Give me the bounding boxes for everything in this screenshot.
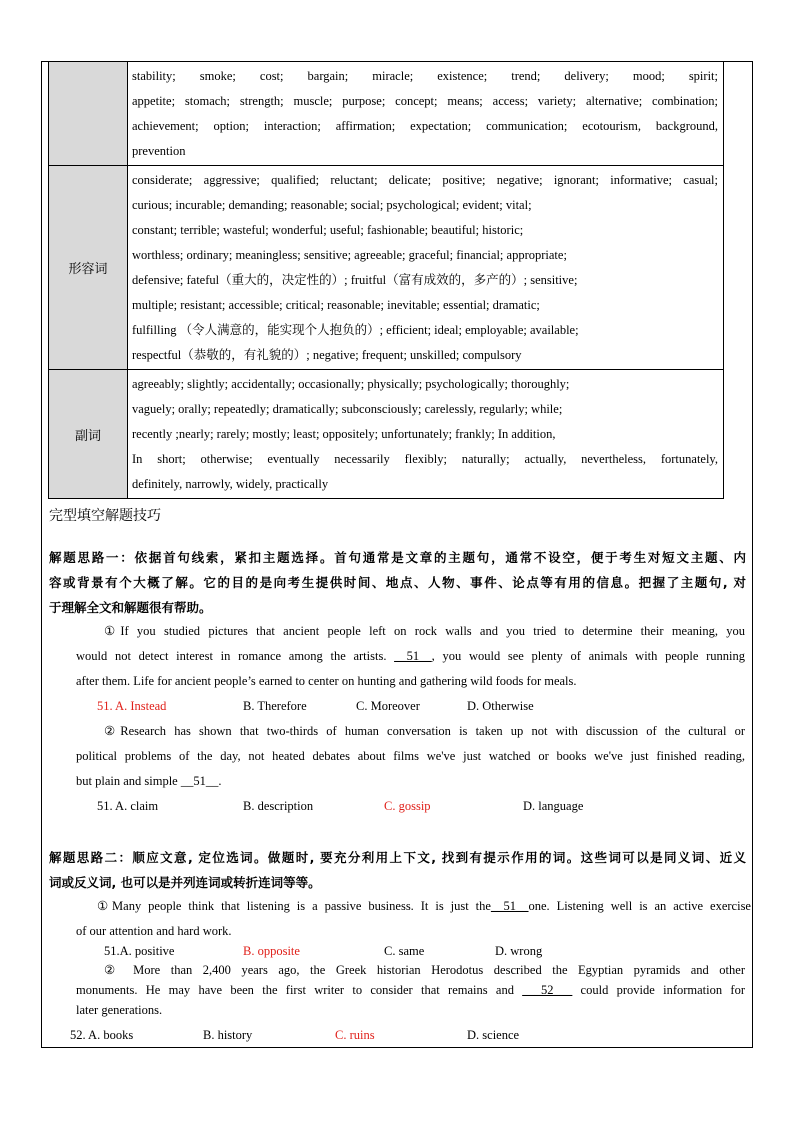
category-cell	[49, 62, 128, 166]
table-row	[49, 370, 724, 499]
word-line: appetite; stomach; strength; muscle; purpose; concept; means; access; variety; alternative; combination;	[132, 94, 718, 108]
blank: __51__	[490, 899, 529, 913]
word-line: worthless; ordinary; meaningless; sensitive; agreeable; graceful; financial; appropriate;	[132, 248, 567, 262]
word-line: vaguely; orally; repeatedly; dramatically; subconsciously; carelessly, regularly; while;	[132, 402, 563, 416]
option-d: D. Otherwise	[467, 699, 534, 713]
word-line: agreeably; slightly; accidentally; occasionally; physically; psychologically; thoroughly;	[132, 377, 570, 391]
option-a: 51.A. positive	[104, 944, 175, 958]
tip2-line: 词或反义词, 也可以是并列连词或转折连词等等。	[49, 875, 321, 890]
tip1-line: 于理解全文和解题很有帮助。	[49, 600, 212, 615]
example-text: after them. Life for ancient people’s earned to center on hunting and gathering wild foods for meals.	[76, 674, 577, 688]
example-text: of our attention and hard work.	[76, 924, 232, 938]
section-title: 完型填空解题技巧	[49, 508, 161, 524]
option-c: C. same	[384, 944, 425, 958]
example-text: would not detect interest in romance among the artists. __51__, you would see plenty of animals with people running	[76, 649, 745, 663]
option-c-answer: C. ruins	[335, 1028, 375, 1042]
option-d: D. science	[467, 1028, 520, 1042]
words-cell	[128, 370, 724, 499]
example-text: but plain and simple __51__.	[76, 774, 222, 788]
option-d: D. language	[523, 799, 584, 813]
example-text: monuments. He may have been the first writer to consider that remains and ___52___ could provide information for	[76, 983, 745, 997]
word-line: considerate; aggressive; qualified; reluctant; delicate; positive; negative; ignorant; informative; casual;	[132, 173, 718, 187]
word-line: In short; otherwise; eventually necessarily flexibly; naturally; actually, nevertheless, fortunately,	[132, 452, 718, 466]
example-text: political problems of the day, not heated debates about films we've just watched or books we've just finished reading,	[76, 749, 745, 763]
table-row	[49, 166, 724, 370]
category-cell-adverbs: 副词	[49, 370, 128, 499]
word-line: defensive; fateful（重大的，决定性的）; fruitful（富有成效的，多产的）; sensitive;	[132, 273, 578, 287]
blank: __51__	[394, 649, 432, 663]
option-c: C. Moreover	[356, 699, 420, 713]
words-cell	[128, 62, 724, 166]
blank: ___52___	[522, 983, 573, 997]
option-b: B. description	[243, 799, 314, 813]
example-text: ①If you studied pictures that ancient people left on rock walls and you tried to determine their meaning, you	[104, 624, 745, 638]
option-b-answer: B. opposite	[243, 944, 300, 958]
category-cell-adjectives: 形容词	[49, 166, 128, 370]
option-c-answer: C. gossip	[384, 799, 431, 813]
tip1-line: 容或背景有个大概了解。它的目的是向考生提供时间、地点、人物、事件、论点等有用的信息。把握了主题句, 对	[49, 575, 746, 590]
option-a-answer: 51. A. Instead	[97, 699, 167, 713]
option-b: B. Therefore	[243, 699, 307, 713]
word-line: multiple; resistant; accessible; critical; reasonable; inevitable; essential; dramatic;	[132, 298, 540, 312]
tip2-line: 解题思路二：顺应文意, 定位选词。做题时, 要充分利用上下文, 找到有提示作用的词。这些词可以是同义词、近义	[49, 850, 746, 865]
table-row	[49, 62, 724, 166]
word-line: definitely, narrowly, widely, practically	[132, 477, 329, 491]
example-text: ② More than 2,400 years ago, the Greek historian Herodotus described the Egyptian pyramids and other	[104, 963, 745, 977]
word-line: achievement; option; interaction; affirmation; expectation; communication; ecotourism, background,	[132, 119, 718, 133]
option-b: B. history	[203, 1028, 253, 1042]
word-line: respectful（恭敬的，有礼貌的）; negative; frequent; unskilled; compulsory	[132, 348, 522, 362]
example-text: ①Many people think that listening is a passive business. It is just the__51__one. Listening well is an active exercise	[97, 899, 751, 913]
blank: __51__	[180, 774, 219, 788]
option-d: D. wrong	[495, 944, 543, 958]
example-text: later generations.	[76, 1003, 163, 1017]
word-line: curious; incurable; demanding; reasonable; social; psychological; evident; vital;	[132, 198, 532, 212]
word-line: fulfilling （令人满意的，能实现个人抱负的）; efficient; ideal; employable; available;	[132, 323, 579, 337]
vocabulary-table	[48, 61, 724, 499]
word-line: stability; smoke; cost; bargain; miracle; existence; trend; delivery; mood; spirit;	[132, 69, 718, 83]
example-text: ②Research has shown that two-thirds of human conversation is taken up not with discussion of the cultural or	[104, 724, 745, 738]
option-a: 52. A. books	[70, 1028, 134, 1042]
word-line: prevention	[132, 144, 186, 158]
option-a: 51. A. claim	[97, 799, 159, 813]
tip1-line: 解题思路一：依据首句线索，紧扣主题选择。首句通常是文章的主题句，通常不设空，便于考生对短文主题、内	[49, 550, 746, 565]
word-line: recently ;nearly; rarely; mostly; least; oppositely; unfortunately; frankly; In addition,	[132, 427, 556, 441]
words-cell	[128, 166, 724, 370]
word-line: constant; terrible; wasteful; wonderful; useful; fashionable; beautiful; historic;	[132, 223, 524, 237]
